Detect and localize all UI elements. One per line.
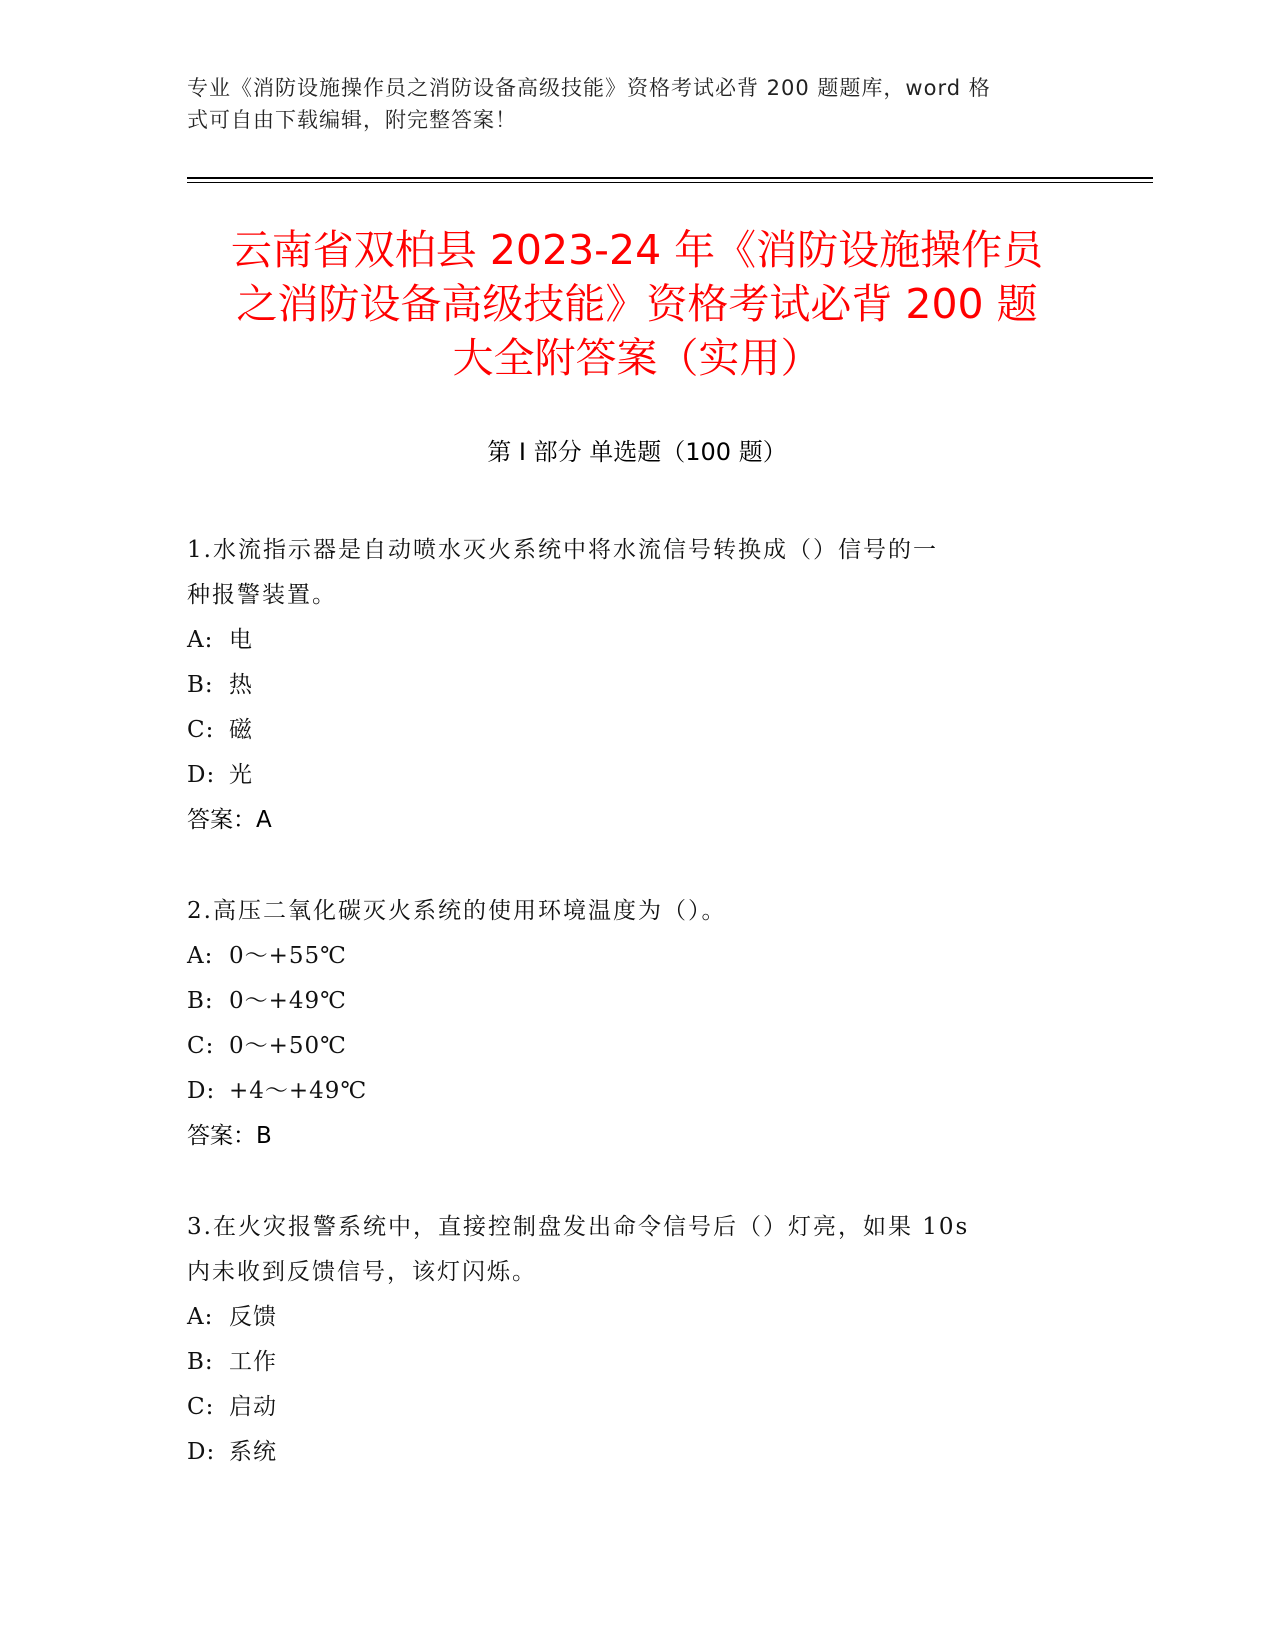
option-key: C: xyxy=(187,1394,215,1420)
option-key: B: xyxy=(187,672,214,698)
option-text: 启动 xyxy=(229,1394,277,1420)
option-text: 反馈 xyxy=(229,1304,277,1330)
header-note xyxy=(187,72,1087,136)
option-key: B: xyxy=(187,988,214,1014)
option-c xyxy=(187,708,1087,753)
question-list xyxy=(187,528,1087,1475)
question-stem-line-2: 内未收到反馈信号，该灯闪烁。 xyxy=(187,1259,537,1285)
option-text: 磁 xyxy=(229,717,253,743)
option-key: C: xyxy=(187,1033,215,1059)
option-d xyxy=(187,1430,1087,1475)
option-key: D: xyxy=(187,762,216,788)
option-key: A: xyxy=(187,627,214,653)
option-d xyxy=(187,753,1087,798)
option-a xyxy=(187,618,1087,663)
document-title-line-3: 大全附答案（实用） xyxy=(452,334,822,382)
header-divider-thick xyxy=(187,177,1153,179)
question-stem-line-2: 种报警装置。 xyxy=(187,582,337,608)
option-text: 热 xyxy=(229,672,253,698)
option-key: A: xyxy=(187,943,214,969)
option-a xyxy=(187,1295,1087,1340)
option-key: A: xyxy=(187,1304,214,1330)
section-title: 第 I 部分 单选题（100 题） xyxy=(487,438,787,466)
option-key: D: xyxy=(187,1439,216,1465)
question-2 xyxy=(187,889,1087,1159)
option-b xyxy=(187,979,1087,1024)
option-b xyxy=(187,663,1087,708)
header-note-line-2: 式可自由下载编辑，附完整答案！ xyxy=(187,108,517,132)
question-spacer xyxy=(187,843,1087,889)
option-text: 0～+49℃ xyxy=(229,988,347,1014)
option-c xyxy=(187,1024,1087,1069)
option-c xyxy=(187,1385,1087,1430)
answer: 答案：A xyxy=(187,807,272,833)
option-text: 电 xyxy=(229,627,253,653)
question-3 xyxy=(187,1205,1087,1475)
option-text: 0～+55℃ xyxy=(229,943,347,969)
question-stem-line-1: 1.水流指示器是自动喷水灭火系统中将水流信号转换成（）信号的一 xyxy=(187,537,938,563)
option-text: +4～+49℃ xyxy=(229,1078,368,1104)
option-text: 工作 xyxy=(229,1349,277,1375)
option-text: 光 xyxy=(229,762,253,788)
option-key: B: xyxy=(187,1349,214,1375)
document-title-line-1: 云南省双柏县 2023-24 年《消防设施操作员 xyxy=(230,226,1044,274)
option-key: C: xyxy=(187,717,215,743)
question-stem-line-1: 3.在火灾报警系统中，直接控制盘发出命令信号后（）灯亮，如果 10s xyxy=(187,1214,970,1240)
header-divider-thin xyxy=(187,182,1153,183)
option-d xyxy=(187,1069,1087,1114)
question-spacer xyxy=(187,1159,1087,1205)
option-a xyxy=(187,934,1087,979)
option-text: 0～+50℃ xyxy=(229,1033,347,1059)
answer: 答案：B xyxy=(187,1123,272,1149)
question-1 xyxy=(187,528,1087,843)
question-stem-line-1: 2.高压二氧化碳灭火系统的使用环境温度为（）。 xyxy=(187,898,727,924)
document-title xyxy=(187,223,1087,385)
option-b xyxy=(187,1340,1087,1385)
option-text: 系统 xyxy=(229,1439,277,1465)
option-key: D: xyxy=(187,1078,216,1104)
header-note-line-1: 专业《消防设施操作员之消防设备高级技能》资格考试必背 200 题题库，word 格 xyxy=(187,76,991,100)
document-title-line-2: 之消防设备高级技能》资格考试必背 200 题 xyxy=(236,280,1038,328)
